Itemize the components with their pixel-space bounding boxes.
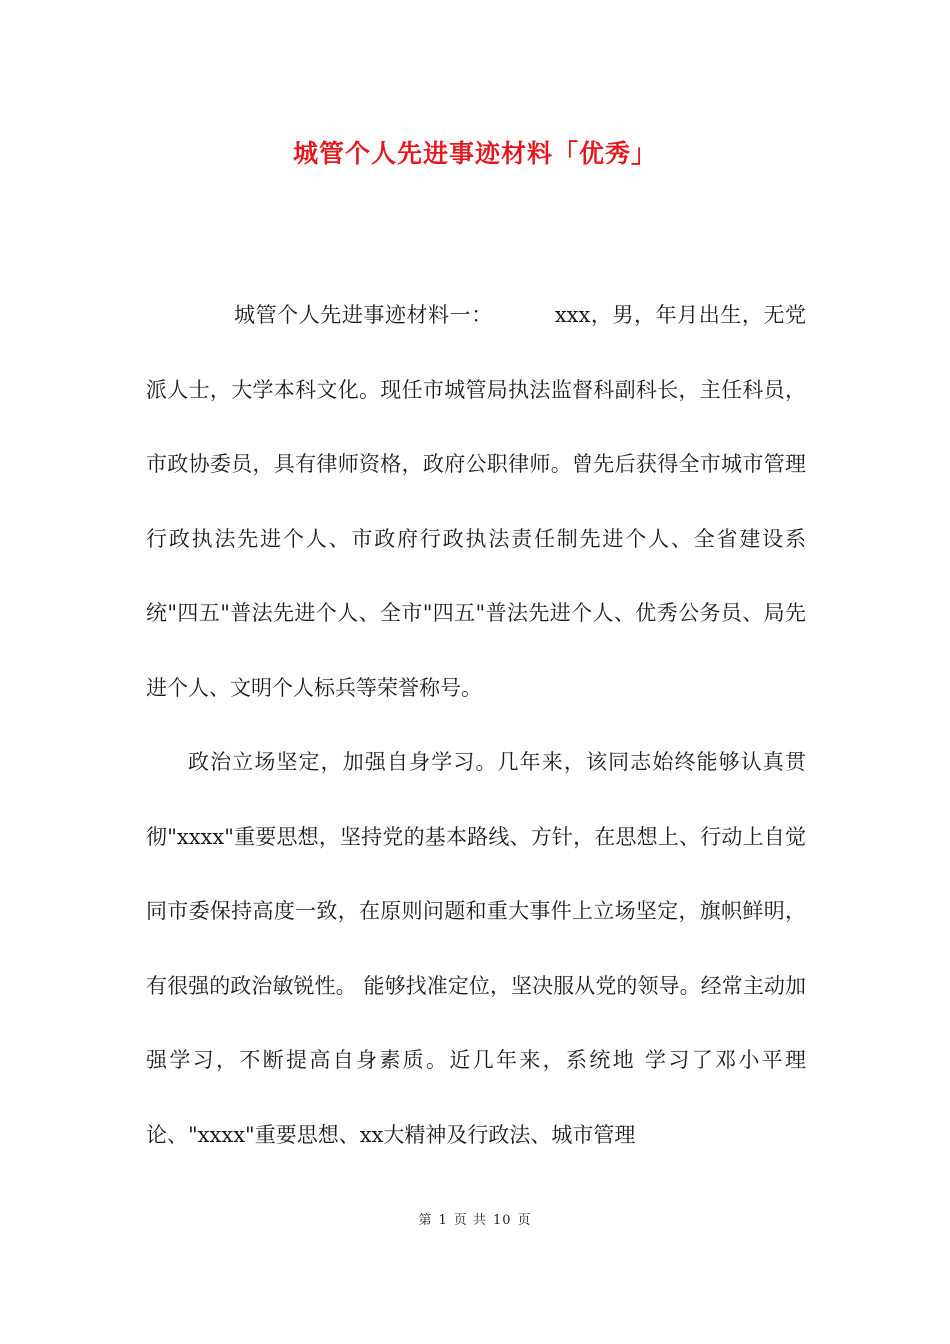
- page-footer: [0, 1209, 950, 1228]
- document-title: 城管个人先进事迹材料「优秀」: [292, 139, 657, 168]
- paragraph-2: [146, 725, 806, 1172]
- footer-middle: 页 共: [453, 1213, 487, 1228]
- footer-prefix: 第: [418, 1213, 433, 1228]
- document-body: [146, 278, 806, 1172]
- paragraph-1-lead: 城管个人先进事迹材料一：: [234, 303, 493, 327]
- footer-page-number: 1: [438, 1213, 448, 1228]
- footer-total-pages: 10: [492, 1213, 512, 1228]
- paragraph-1-text: xxx，男，年月出生，无党派人士，大学本科文化。现任市城管局执法监督科副科长，主任科员，市政协委员，具有律师资格，政府公职律师。曾先后获得全市城市管理行政执法先进个人、市政府行政执法责任制先进个人、全省建设系统"四五"普法先进个人、全市"四五"普法先进个人、优秀公务员、局先进个人、文明个人标兵等荣誉称号。: [146, 303, 807, 700]
- paragraph-2-text: 政治立场坚定，加强自身学习。几年来，该同志始终能够认真贯彻"xxxx"重要思想，坚持党的基本路线、方针，在思想上、行动上自觉同市委保持高度一致，在原则问题和重大事件上立场坚定，旗帜鲜明，有很强的政治敏锐性。 能够找准定位，坚决服从党的领导。经常主动加强学习，不断提高自身素质。近几年来，系统地 学习了邓小平理论、"xxxx"重要思想、xx大精神及行政法、城市管理: [146, 750, 806, 1147]
- footer-suffix: 页: [517, 1213, 532, 1228]
- paragraph-1: [146, 278, 806, 725]
